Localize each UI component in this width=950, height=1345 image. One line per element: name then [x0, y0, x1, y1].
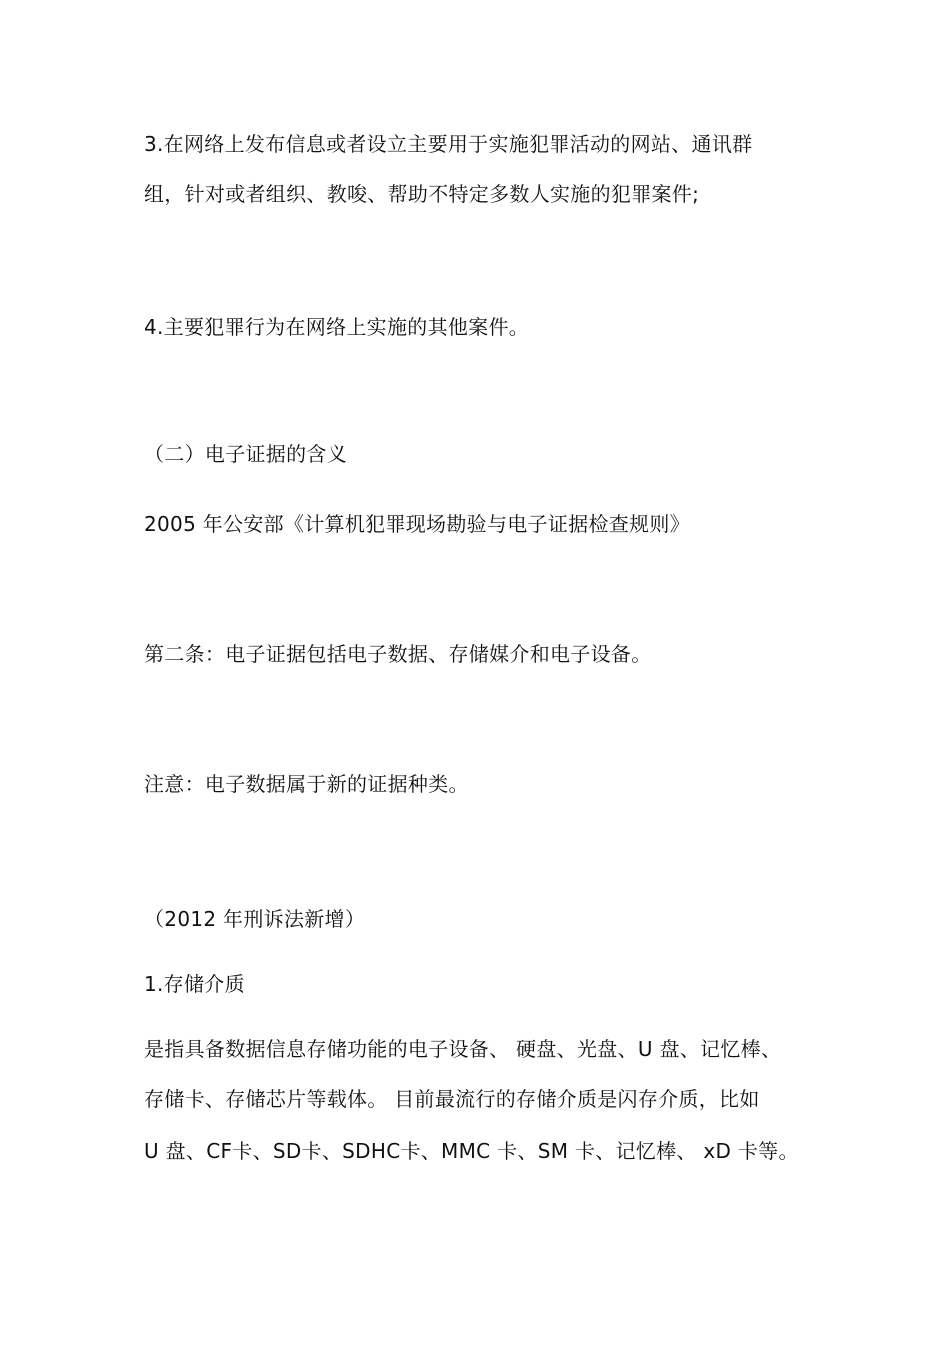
item3-line1: 3.在网络上发布信息或者设立主要用于实施犯罪活动的网站、通讯群: [144, 132, 753, 156]
storage-desc-line2: 存储卡、存储芯片等载体。 目前最流行的存储介质是闪存介质，比如: [144, 1087, 760, 1111]
item3-line2: 组，针对或者组织、教唆、帮助不特定多数人实施的犯罪案件;: [144, 182, 700, 206]
item4-text: 4.主要犯罪行为在网络上实施的其他案件。: [144, 315, 530, 339]
storage-desc-line3: U 盘、CF卡、SD卡、SDHC卡、MMC 卡、SM 卡、记忆棒、 xD 卡等。: [144, 1139, 799, 1163]
storage-media-heading: 1.存储介质: [144, 972, 245, 996]
section-heading: （二）电子证据的含义: [144, 442, 347, 466]
note-source: （2012 年刑诉法新增）: [144, 907, 366, 931]
article-2-text: 第二条：电子证据包括电子数据、存储媒介和电子设备。: [144, 642, 652, 666]
regulation-reference: 2005 年公安部《计算机犯罪现场勘验与电子证据检查规则》: [144, 512, 690, 536]
storage-desc-line1: 是指具备数据信息存储功能的电子设备、 硬盘、光盘、U 盘、记忆棒、: [144, 1037, 782, 1061]
note-text: 注意：电子数据属于新的证据种类。: [144, 772, 469, 796]
